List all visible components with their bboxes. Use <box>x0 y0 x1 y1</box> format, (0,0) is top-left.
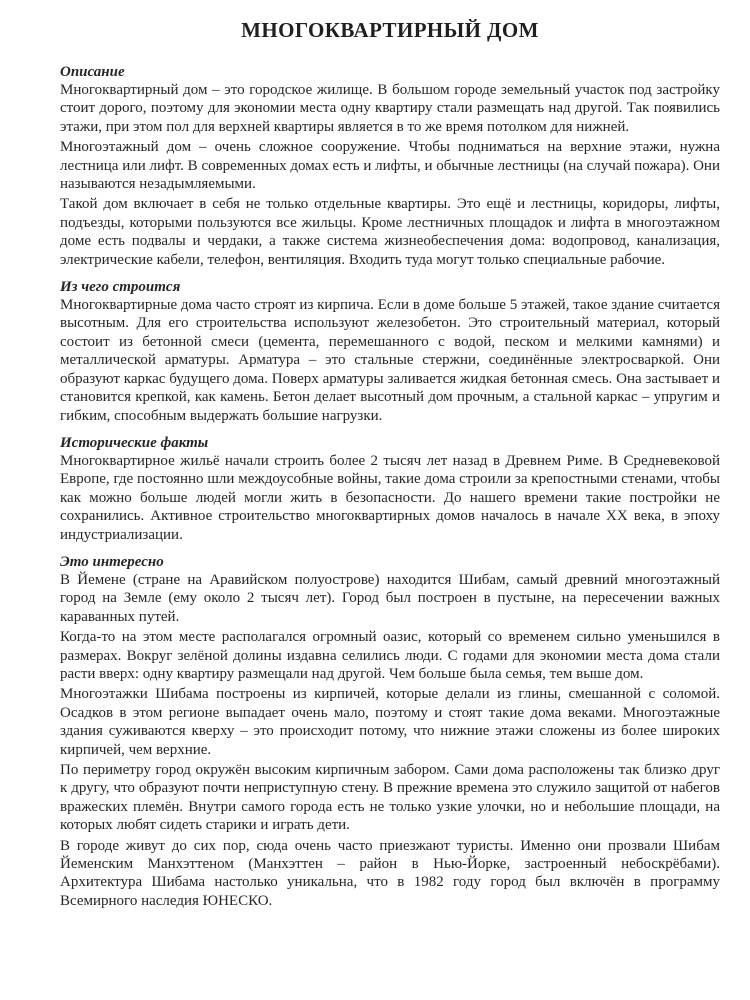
section-heading-description: Описание <box>60 64 125 80</box>
section-heading-interesting: Это интересно <box>60 553 164 570</box>
paragraph: Многоквартирные дома часто строят из кирпича. Если в доме больше 5 этажей, такое здание считается высотным. Для его строительства используют железобетон. Это строительный материал, который состоит из бетонной смеси (цемента, перемешанного с водой, песком и мелкими камнями) и металлической арматуры. Арматура – это стальные стержни, соединённые электросваркой. Они образуют каркас будущего дома. Поверх арматуры заливается жидкая бетонная смесь. Она застывает и становится крепкой, как камень. Бетон делает высотный дом прочным, а стальной каркас – упругим и гибким, способным выдержать большие нагрузки. <box>60 297 720 424</box>
paragraph: В городе живут до сих пор, сюда очень часто приезжают туристы. Именно они прозвали Шибам Йеменским Манхэттеном (Манхэттен – район в Нью-Йорке, застроенный небоскрёбами). Архитектура Шибама настолько уникальна, что в 1982 году город был включён в программу Всемирного наследия ЮНЕСКО. <box>60 837 720 909</box>
section-description <box>60 63 720 269</box>
section-history <box>60 434 720 544</box>
section-interesting <box>60 553 720 910</box>
page-title: МНОГОКВАРТИРНЫЙ ДОМ <box>241 18 539 42</box>
paragraph: Многоэтажный дом – очень сложное сооружение. Чтобы подниматься на верхние этажи, нужна лестница или лифт. В современных домах есть и лифты, и обычные лестницы (на случай пожара). Они называются незадымляемыми. <box>60 139 720 193</box>
paragraph: Многоквартирный дом – это городское жилище. В большом городе земельный участок под застройку стоит дорого, поэтому для экономии места одну квартиру стали размещать над другой. Так появились этажи, при этом пол для верхней квартиры является в то же время потолком для нижней. <box>60 82 720 135</box>
paragraph: Многоэтажки Шибама построены из кирпичей, которые делали из глины, смешанной с соломой. Осадков в этом регионе выпадает очень мало, поэтому и стоят такие дома веками. Многоэтажные здания суживаются кверху – это происходит потому, что нижние этажи сложены из более широких кирпичей, чем верхние. <box>60 686 720 758</box>
paragraph: По периметру город окружён высоким кирпичным забором. Сами дома расположены так близко друг к другу, что образуют почти неприступную стену. В прежние времена это служило защитой от набегов вражеских племён. Внутри самого города есть не только узкие улочки, но и небольшие площади, на которых любят сидеть старики и играть дети. <box>60 762 720 834</box>
section-materials <box>60 278 720 425</box>
paragraph: Такой дом включает в себя не только отдельные квартиры. Это ещё и лестницы, коридоры, лифты, подъезды, которыми пользуются все жильцы. Кроме лестничных площадок и лифта в многоэтажном доме есть подвалы и чердаки, а также система жизнеобеспечения дома: водопровод, канализация, электрические кабели, телефон, вентиляция. Входить туда могут только специальные рабочие. <box>60 196 720 268</box>
paragraph: Когда-то на этом месте располагался огромный оазис, который со временем сильно уменьшился в размерах. Вокруг зелёной долины издавна селились люди. С годами для экономии места дома стали расти вверх: одну квартиру размещали над другой. Чем больше была семья, тем выше дом. <box>60 629 720 682</box>
section-heading-materials: Из чего строится <box>60 279 181 296</box>
paragraph: Многоквартирное жильё начали строить более 2 тысяч лет назад в Древнем Риме. В Средневековой Европе, где постоянно шли междоусобные войны, такие дома строили за крепостными стенами, чтобы как можно больше людей могли жить в безопасности. До нашего времени такие постройки не сохранились. Активное строительство многоквартирных домов началось в начале XX века, в эпоху индустриализации. <box>60 452 720 543</box>
paragraph: В Йемене (стране на Аравийском полуострове) находится Шибам, самый древний многоэтажный город на Земле (ему около 2 тысяч лет). Город был построен в пустыне, на пересечении важных караванных путей. <box>60 571 720 625</box>
document-page <box>60 18 720 919</box>
section-heading-history: Исторические факты <box>60 434 209 451</box>
